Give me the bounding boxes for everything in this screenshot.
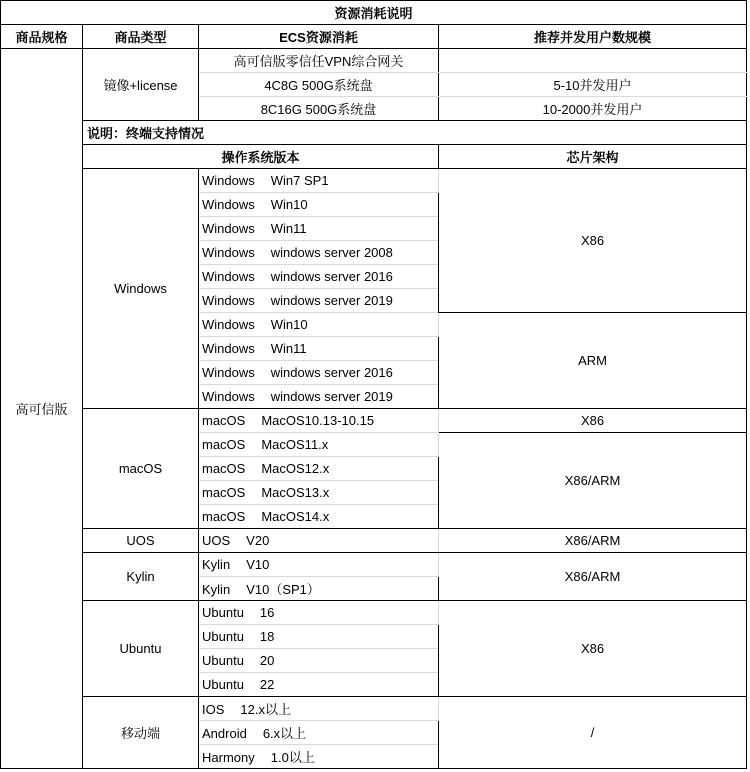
ecs-cell: 4C8G 500G系统盘: [199, 73, 439, 97]
os-ver: Win11: [270, 221, 307, 236]
os-header-row: [1, 145, 747, 169]
product-type-cell: 镜像+license: [83, 49, 199, 121]
os-version-cell: [199, 553, 439, 577]
table-row: [1, 697, 747, 721]
os-version-cell: [199, 337, 439, 361]
header-users: 推荐并发用户数规模: [439, 25, 747, 49]
arch-cell: X86: [439, 601, 747, 697]
users-cell: 5-10并发用户: [439, 73, 747, 97]
os-name: Windows: [202, 317, 255, 332]
table-row: [1, 601, 747, 625]
table-row: [1, 529, 747, 553]
note-text: 说明：终端支持情况: [83, 121, 747, 145]
os-name: Windows: [202, 389, 255, 404]
os-version-cell: [199, 241, 439, 265]
os-name: Harmony: [202, 750, 255, 765]
os-ver: Win11: [270, 341, 307, 356]
os-ver: MacOS11.x: [261, 437, 329, 452]
os-ver: 6.x以上: [262, 726, 307, 741]
os-version-cell: [199, 673, 439, 697]
os-version-cell: [199, 529, 439, 553]
os-name: Windows: [202, 293, 255, 308]
os-name: macOS: [202, 437, 246, 452]
users-cell: 10-2000并发用户: [439, 97, 747, 121]
os-version-cell: [199, 433, 439, 457]
os-name: Windows: [202, 341, 255, 356]
os-group-uos: UOS: [83, 529, 199, 553]
os-version-cell: [199, 625, 439, 649]
arch-cell: /: [439, 697, 747, 769]
os-name: Kylin: [202, 557, 231, 572]
table-row: [1, 169, 747, 193]
os-name: Windows: [202, 197, 255, 212]
os-ver: MacOS14.x: [261, 509, 330, 524]
os-name: macOS: [202, 509, 246, 524]
os-version-cell: [199, 745, 439, 769]
os-ver: V10: [246, 557, 270, 572]
arch-cell: X86/ARM: [439, 529, 747, 553]
os-name: Ubuntu: [202, 629, 244, 644]
header-ecs: ECS资源消耗: [199, 25, 439, 49]
arch-cell: ARM: [439, 313, 747, 409]
os-group-kylin: Kylin: [83, 553, 199, 601]
os-name: Ubuntu: [202, 605, 244, 620]
os-version-cell: [199, 313, 439, 337]
os-ver: V10（SP1）: [246, 582, 320, 597]
header-spec: 商品规格: [1, 25, 83, 49]
os-version-cell: [199, 697, 439, 721]
os-group-ubuntu: Ubuntu: [83, 601, 199, 697]
table-title: 资源消耗说明: [1, 1, 747, 25]
os-ver: windows server 2019: [270, 389, 393, 404]
os-name: macOS: [202, 461, 246, 476]
os-version-cell: [199, 577, 439, 601]
os-version-cell: [199, 217, 439, 241]
os-name: Windows: [202, 221, 255, 236]
os-name: macOS: [202, 485, 246, 500]
os-name: Ubuntu: [202, 677, 244, 692]
os-name: Ubuntu: [202, 653, 244, 668]
header-type: 商品类型: [83, 25, 199, 49]
os-group-windows: Windows: [83, 169, 199, 409]
os-group-mobile: 移动端: [83, 697, 199, 769]
header-row: [1, 25, 747, 49]
os-ver: windows server 2016: [270, 269, 393, 284]
os-version-cell: [199, 481, 439, 505]
os-ver: Win10: [270, 197, 308, 212]
arch-cell: X86: [439, 169, 747, 313]
os-ver: V20: [246, 533, 270, 548]
os-name: macOS: [202, 413, 246, 428]
os-ver: 16: [259, 605, 275, 620]
os-ver: 18: [259, 629, 275, 644]
os-ver: windows server 2008: [270, 245, 393, 260]
os-ver: windows server 2019: [270, 293, 393, 308]
os-version-cell: [199, 649, 439, 673]
os-ver: 12.x以上: [240, 702, 291, 717]
users-cell: [439, 49, 747, 73]
os-name: Windows: [202, 269, 255, 284]
os-version-cell: [199, 169, 439, 193]
table-row: [1, 49, 747, 73]
os-version-cell: [199, 289, 439, 313]
os-group-macos: macOS: [83, 409, 199, 529]
arch-cell: X86/ARM: [439, 433, 747, 529]
os-ver: Win7 SP1: [270, 173, 329, 188]
ecs-cell: 高可信版零信任VPN综合网关: [199, 49, 439, 73]
os-version-cell: [199, 361, 439, 385]
os-name: Windows: [202, 173, 255, 188]
arch-cell: X86/ARM: [439, 553, 747, 601]
arch-header: 芯片架构: [439, 145, 747, 169]
note-row: [1, 121, 747, 145]
title-row: [1, 1, 747, 25]
os-name: Windows: [202, 245, 255, 260]
os-version-cell: [199, 721, 439, 745]
os-ver: MacOS10.13-10.15: [261, 413, 375, 428]
os-version-header: 操作系统版本: [83, 145, 439, 169]
os-version-cell: [199, 409, 439, 433]
os-ver: MacOS12.x: [261, 461, 330, 476]
os-version-cell: [199, 193, 439, 217]
os-version-cell: [199, 601, 439, 625]
os-version-cell: [199, 385, 439, 409]
os-name: Kylin: [202, 582, 231, 597]
table-row: [1, 553, 747, 577]
arch-cell: X86: [439, 409, 747, 433]
os-name: Android: [202, 726, 247, 741]
os-ver: windows server 2016: [270, 365, 393, 380]
os-ver: 22: [259, 677, 275, 692]
os-version-cell: [199, 505, 439, 529]
os-version-cell: [199, 265, 439, 289]
os-ver: 20: [259, 653, 275, 668]
table-row: [1, 409, 747, 433]
ecs-cell: 8C16G 500G系统盘: [199, 97, 439, 121]
os-ver: MacOS13.x: [261, 485, 330, 500]
os-name: IOS: [202, 702, 225, 717]
os-name: UOS: [202, 533, 231, 548]
os-name: Windows: [202, 365, 255, 380]
os-ver: 1.0以上: [270, 750, 315, 765]
product-spec-cell: 高可信版: [1, 49, 83, 769]
os-ver: Win10: [270, 317, 308, 332]
os-version-cell: [199, 457, 439, 481]
